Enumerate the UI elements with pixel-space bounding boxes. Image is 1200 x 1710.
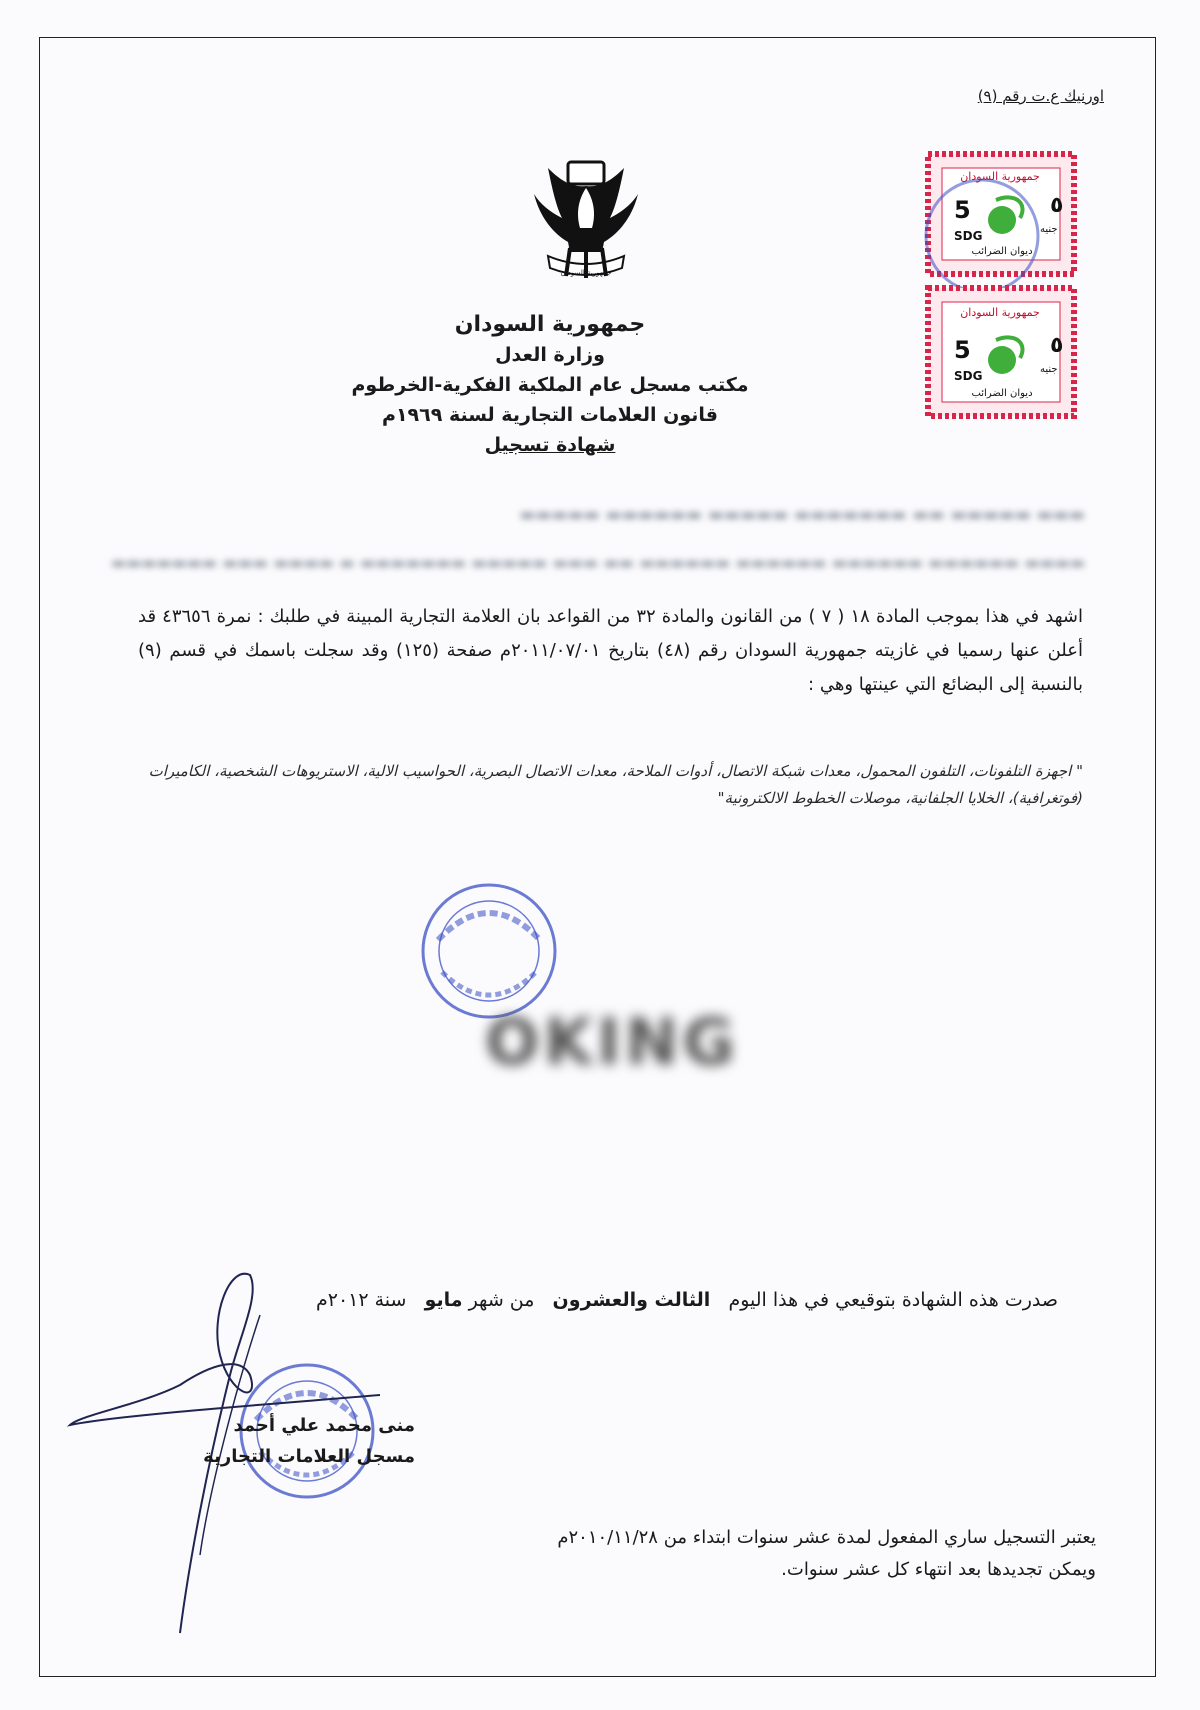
ministry-title: وزارة العدل (495, 344, 605, 366)
revenue-stamp-bottom (928, 288, 1074, 416)
stamp-country-text: جمهورية السودان (960, 170, 1040, 183)
revenue-stamps (920, 148, 1080, 426)
signer-block (200, 1410, 415, 1472)
certification-paragraph: اشهد في هذا بموجب المادة ١٨ ( ٧ ) من القانون والمادة ٣٢ من القواعد بان العلامة التجارية المبينة في طلبك : نمرة ٤٣٦٥٦ قد أعلن عنها رسميا في غازيته جمهورية السودان رقم (٤٨) بتاريخ ٢٠١١/٠٧/٠١م صفحة (١٢٥) وقد سجلت باسمك في قسم (٩) بالنسبة إلى البضائع التي عينتها وهي : (138, 606, 1084, 695)
issue-month: مايو (424, 1289, 463, 1311)
redacted-owner-line: ▬▬▬ ▬▬▬▬▬ ▬▬ ▬▬▬▬▬▬▬ ▬▬▬▬▬ ▬▬▬▬▬▬ ▬▬▬▬▬ (519, 505, 1085, 525)
certificate-title: شهادة تسجيل (484, 434, 616, 456)
country-title: جمهورية السودان (454, 312, 646, 337)
stamp-issuer-text: ديوان الضرائب (971, 388, 1033, 399)
validity-line-2: ويمكن تجديدها بعد انتهاء كل عشر سنوات. (781, 1559, 1096, 1580)
stamp-currency-arabic-text: جنيه (1040, 224, 1058, 235)
stamp-value-text: 5 (954, 336, 971, 364)
revenue-stamp-top (928, 154, 1074, 274)
stamp-currency-text: SDG (954, 369, 983, 383)
national-emblem-icon (530, 148, 642, 290)
stamp-country-text: جمهورية السودان (960, 306, 1040, 319)
ministry-seal-icon (418, 880, 560, 1022)
validity-line-1: يعتبر التسجيل ساري المفعول لمدة عشر سنوات ابتداء من ٢٠١٠/١١/٢٨م (557, 1527, 1096, 1548)
goods-list: " اجهزة التلفونات، التلفون المحمول، معدات شبكة الاتصال، أدوات الملاحة، معدات الاتصال البصرية، الحواسيب الالية، الاستريوهات الشخصية، الكاميرات (فوتغرافية)، الخلايا الجلفانية، موصلات الخطوط الالكترونية" (148, 762, 1083, 807)
validity-note (328, 1522, 1096, 1586)
emblem-banner-text: جمهورية السودان (560, 269, 612, 277)
stamp-currency-arabic-text: جنيه (1040, 364, 1058, 375)
law-title: قانون العلامات التجارية لسنة ١٩٦٩م (382, 404, 718, 426)
redacted-address-line: ▬▬▬▬ ▬▬▬▬▬▬ ▬▬▬▬▬▬ ▬▬▬▬▬▬ ▬▬▬▬▬▬ ▬▬ ▬▬▬ ▬▬▬▬▬ ▬▬▬▬▬▬▬ ▬ ▬▬▬▬ ▬▬▬ ▬▬▬▬▬▬▬ (111, 553, 1085, 572)
stamp-value-text: 5 (954, 196, 971, 224)
stamp-value-arabic-text: ٥ (1050, 193, 1064, 218)
issue-month-prefix: من شهر (468, 1289, 535, 1311)
issue-year: سنة ٢٠١٢م (315, 1289, 407, 1311)
trademark-name: OKING (485, 1006, 739, 1080)
certificate-header (280, 310, 820, 460)
stamp-currency-text: SDG (954, 229, 983, 243)
stamp-value-arabic-text: ٥ (1050, 333, 1064, 358)
issue-day: الثالث والعشرون (552, 1289, 711, 1311)
stamp-issuer-text: ديوان الضرائب (971, 246, 1033, 257)
office-title: مكتب مسجل عام الملكية الفكرية-الخرطوم (351, 374, 749, 396)
signer-name: منى محمد علي أحمد (233, 1415, 415, 1436)
issue-prefix: صدرت هذه الشهادة بتوقيعي في هذا اليوم (728, 1289, 1058, 1311)
signer-title: مسجل العلامات التجارية (203, 1446, 415, 1467)
form-reference: اورنيك ع.ت رقم (٩) (977, 87, 1104, 105)
